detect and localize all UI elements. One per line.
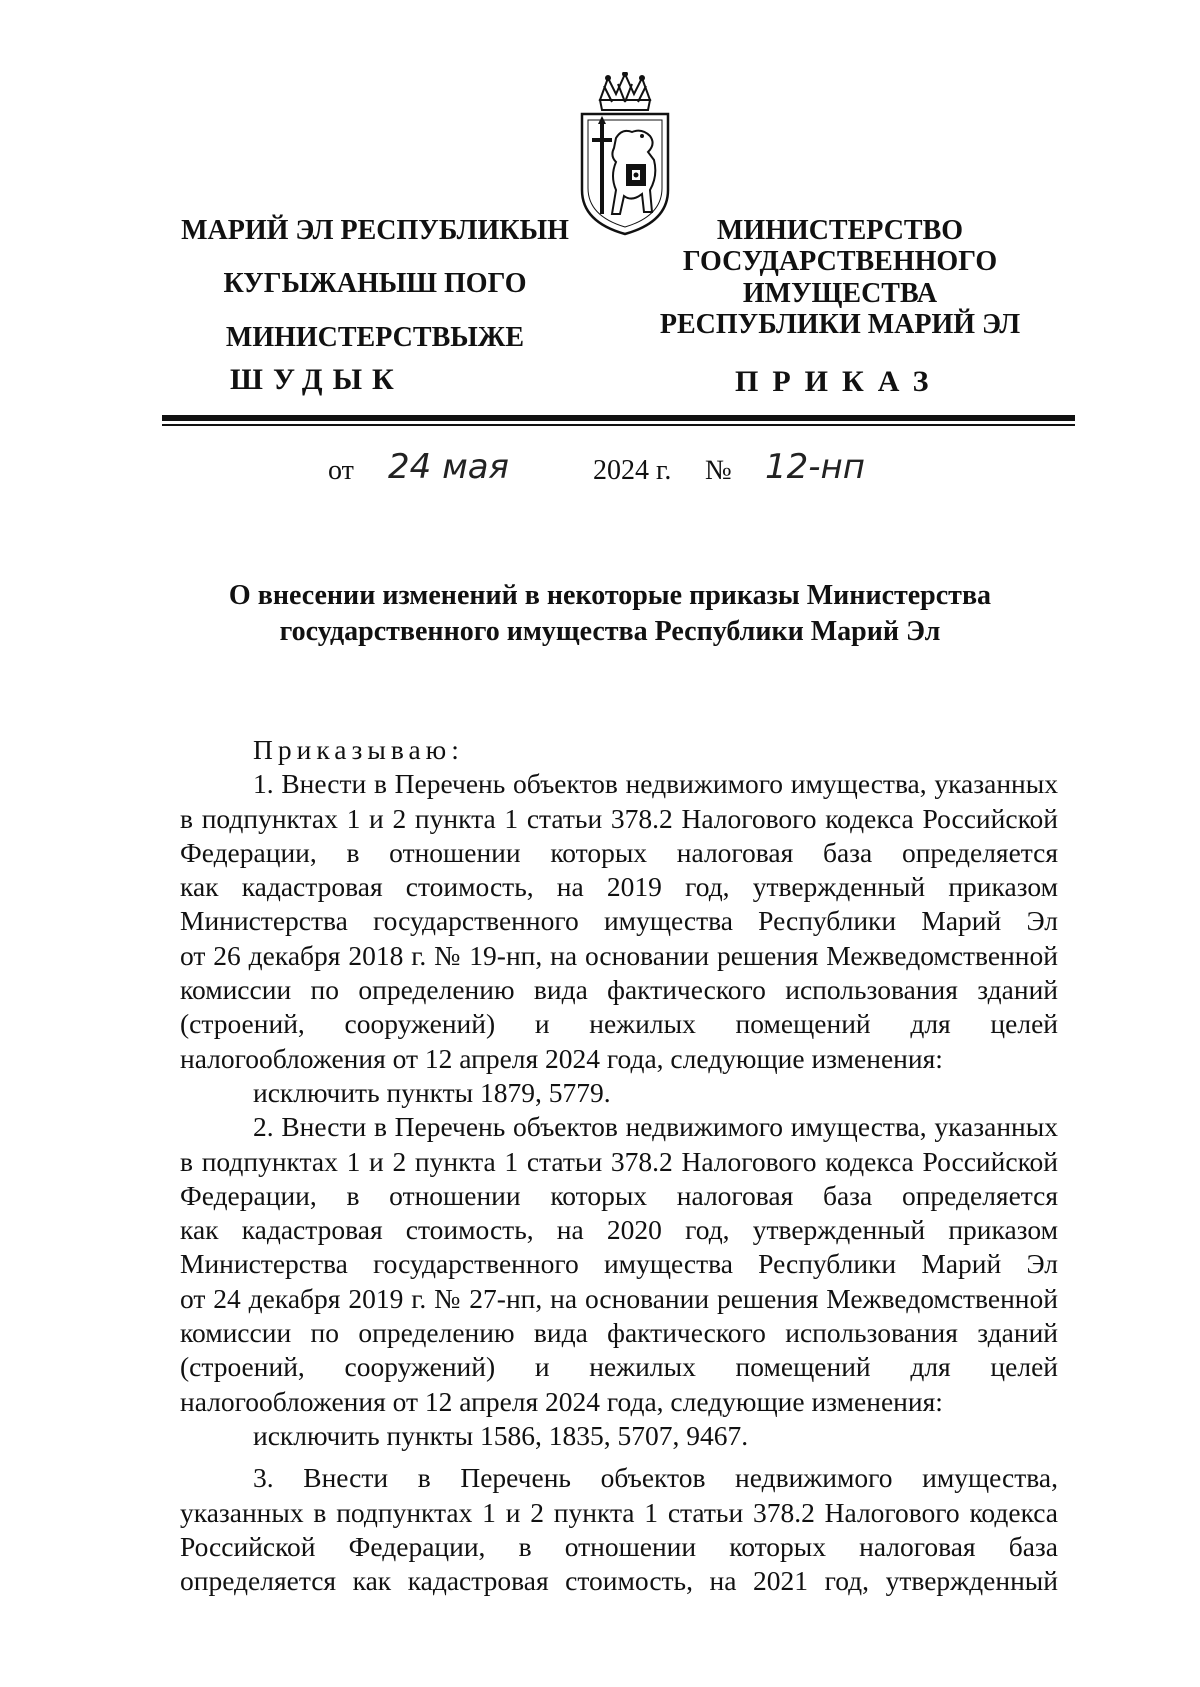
item-2-line: (строений, сооружений) и нежилых помещений для целей [180,1351,1058,1383]
header-left-line-2: КУГЫЖАНЫШ ПОГО [223,268,527,300]
item-2-line: от 24 декабря 2019 г. № 27-нп, на основании решения Межведомственной [180,1282,1058,1314]
handwritten-number: 12-нп [765,447,865,487]
item-2 [180,1110,1058,1453]
item-1-line: 1. Внести в Перечень объектов недвижимого имущества, указанных [253,768,1058,800]
coat-of-arms-icon [570,72,680,237]
number-sign: № [705,455,732,486]
item-1-line: Федерации, в отношении которых налоговая база определяется [180,836,1058,868]
document-title [160,578,1060,650]
item-2-action: исключить пункты 1586, 1835, 5707, 9467. [253,1419,749,1451]
date-year: 2024 г. [593,455,672,486]
item-2-line: Федерации, в отношении которых налоговая база определяется [180,1179,1058,1211]
title-line-2: государственного имущества Республики Марий Эл [279,616,941,647]
header-right-line-2: ГОСУДАРСТВЕННОГО [682,246,998,278]
item-1-line: как кадастровая стоимость, на 2019 год, утвержденный приказом [180,871,1058,903]
item-1-line: (строений, сооружений) и нежилых помещений для целей [180,1008,1058,1040]
item-2-line: в подпунктах 1 и 2 пункта 1 статьи 378.2 Налогового кодекса Российской [180,1145,1058,1177]
header-divider [162,415,1075,426]
header-right-line-4: РЕСПУБЛИКИ МАРИЙ ЭЛ [659,309,1021,341]
item-3-line: 3. Внести в Перечень объектов недвижимого имущества, [253,1462,1058,1494]
doc-type-russian: ПРИКАЗ [735,365,943,398]
item-1-line: от 26 декабря 2018 г. № 19-нп, на основании решения Межведомственной [180,939,1058,971]
item-3-line: Российской Федерации, в отношении которых налоговая база [180,1530,1058,1562]
item-1-line: в подпунктах 1 и 2 пункта 1 статьи 378.2 Налогового кодекса Российской [180,802,1058,834]
item-1-line: налогообложения от 12 апреля 2024 года, следующие изменения: [180,1042,943,1074]
item-3 [180,1461,1058,1598]
date-line [0,447,1200,497]
item-1-action: исключить пункты 1879, 5779. [253,1076,611,1108]
header-left-line-3: МИНИСТЕРСТВЫЖЕ [225,321,525,353]
header-right-block [640,215,1040,340]
item-3-line: указанных в подпунктах 1 и 2 пункта 1 статьи 378.2 Налогового кодекса [180,1496,1058,1528]
item-2-line: как кадастровая стоимость, на 2020 год, утвержденный приказом [180,1214,1058,1246]
handwritten-date: 24 мая [388,447,510,487]
header-right-line-3: ИМУЩЕСТВА [742,277,938,309]
item-2-line: Министерства государственного имущества Республики Марий Эл [180,1248,1058,1280]
header-right-line-1: МИНИСТЕРСТВО [716,215,964,246]
item-3-line: определяется как кадастровая стоимость, на 2021 год, утвержденный [180,1565,1058,1597]
header-left-line-1: МАРИЙ ЭЛ РЕСПУБЛИКЫН [181,215,569,246]
item-1-line: Министерства государственного имущества Республики Марий Эл [180,905,1058,937]
order-word: Приказываю: [253,734,464,765]
date-prefix: от [328,455,354,486]
header-left-block [165,213,585,373]
document-body [180,733,1058,1598]
doc-type-mari: ШУДЫК [230,363,404,396]
item-1 [180,767,1058,1110]
item-2-line: 2. Внести в Перечень объектов недвижимого имущества, указанных [253,1111,1058,1143]
item-1-line: комиссии по определению вида фактического использования зданий [180,974,1058,1006]
item-2-line: налогообложения от 12 апреля 2024 года, следующие изменения: [180,1385,943,1417]
title-line-1: О внесении изменений в некоторые приказы Министерства [228,580,992,611]
item-2-line: комиссии по определению вида фактического использования зданий [180,1317,1058,1349]
